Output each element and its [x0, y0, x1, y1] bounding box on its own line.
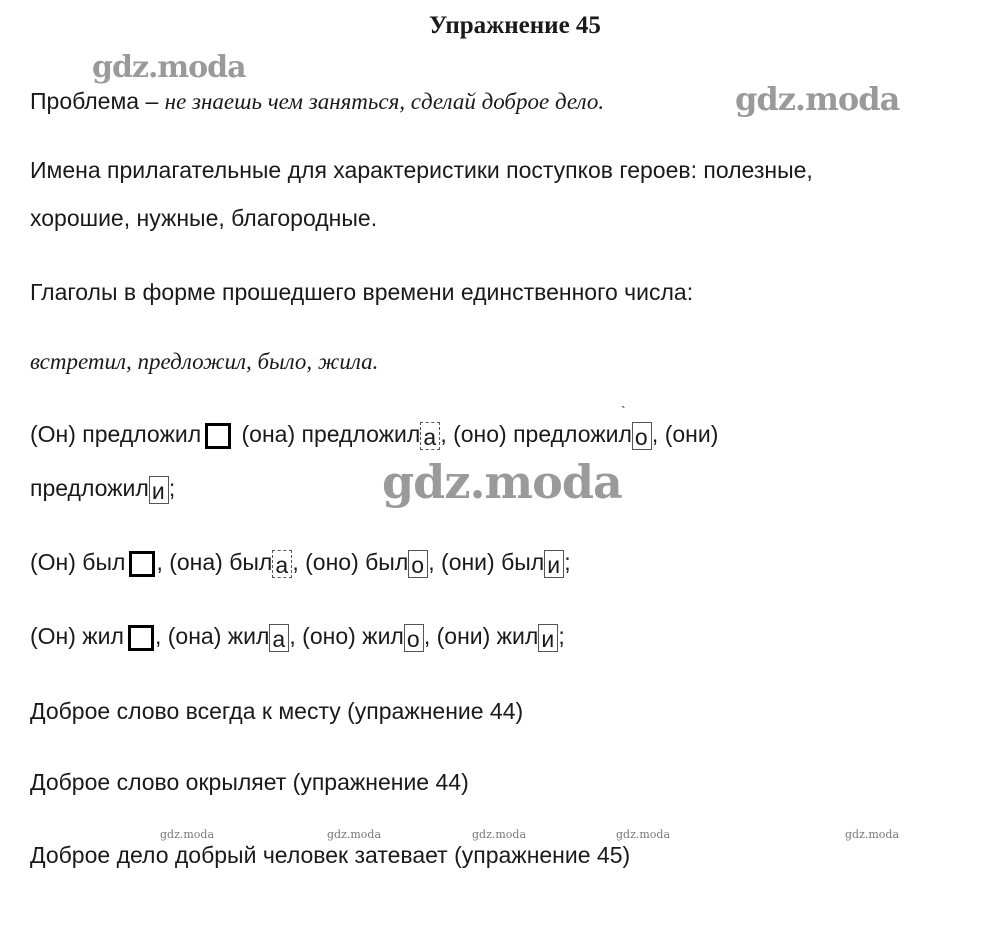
accent-mark: `	[621, 403, 626, 419]
row3-oni: , (они) жил	[423, 623, 539, 649]
ending-box-o: о	[408, 550, 428, 578]
verbs-heading: Глаголы в форме прошедшего времени единственного числа:	[30, 279, 694, 305]
row3-tail: ;	[558, 623, 565, 649]
row-byl	[30, 547, 571, 578]
watermark-small-4: gdz.moda	[616, 828, 671, 841]
row1-tail: ;	[168, 475, 176, 501]
exercise-title: Упражнение 45	[429, 12, 601, 39]
row2-ona: , (она) был	[156, 549, 273, 575]
empty-ending-box	[129, 551, 155, 577]
row2-oni: , (они) был	[428, 549, 545, 575]
problem-text: не знаешь чем заняться, сделай доброе дело.	[164, 89, 605, 114]
row-predlozhil	[30, 419, 718, 450]
watermark-small-3: gdz.moda	[472, 828, 527, 841]
empty-ending-box	[128, 625, 154, 651]
watermark-logo-1: gdz.moda	[92, 50, 246, 85]
row1-oni-word: предложил	[30, 475, 149, 501]
empty-ending-box	[205, 423, 231, 449]
problem-label: Проблема –	[30, 88, 165, 114]
ending-box-a: а	[269, 624, 289, 652]
watermark-small-5: gdz.moda	[845, 828, 900, 841]
ending-box-o: о	[632, 422, 652, 450]
row2-ono: , (оно) был	[292, 549, 409, 575]
row2-tail: ;	[564, 549, 571, 575]
row-zhil	[30, 621, 565, 652]
watermark-logo-2: gdz.moda	[735, 80, 900, 118]
problem-line	[30, 86, 604, 117]
row1-ono: , (оно) предложил	[440, 421, 632, 447]
row1-ona: (она) предложил	[241, 421, 421, 447]
proverb-1: Доброе слово всегда к месту (упражнение 44)	[30, 698, 524, 724]
ending-box-i: и	[538, 624, 558, 652]
ending-box-a: а	[420, 422, 440, 450]
row1-on: (Он) предложил	[30, 421, 202, 447]
proverb-3: Доброе дело добрый человек затевает (упражнение 45)	[30, 842, 631, 868]
adjectives-line-1: Имена прилагательные для характеристики поступков героев: полезные,	[30, 157, 813, 183]
ending-box-o: о	[404, 624, 424, 652]
ending-box-i: и	[544, 550, 564, 578]
proverb-2: Доброе слово окрыляет (упражнение 44)	[30, 769, 469, 795]
row3-ono: , (оно) жил	[289, 623, 404, 649]
row1-oni: , (они)	[651, 421, 719, 447]
watermark-small-1: gdz.moda	[160, 828, 215, 841]
row3-on: (Он) жил	[30, 623, 124, 649]
ending-box-a: а	[272, 550, 292, 578]
verbs-list: встретил, предложил, было, жила.	[30, 349, 379, 374]
row3-ona: , (она) жил	[154, 623, 270, 649]
ending-box-i: и	[149, 476, 169, 504]
row-predlozhil-cont	[30, 473, 175, 504]
row2-on: (Он) был	[30, 549, 126, 575]
watermark-small-2: gdz.moda	[327, 828, 382, 841]
adjectives-line-2: хорошие, нужные, благородные.	[30, 205, 378, 231]
watermark-logo-3: gdz.moda	[382, 455, 622, 509]
